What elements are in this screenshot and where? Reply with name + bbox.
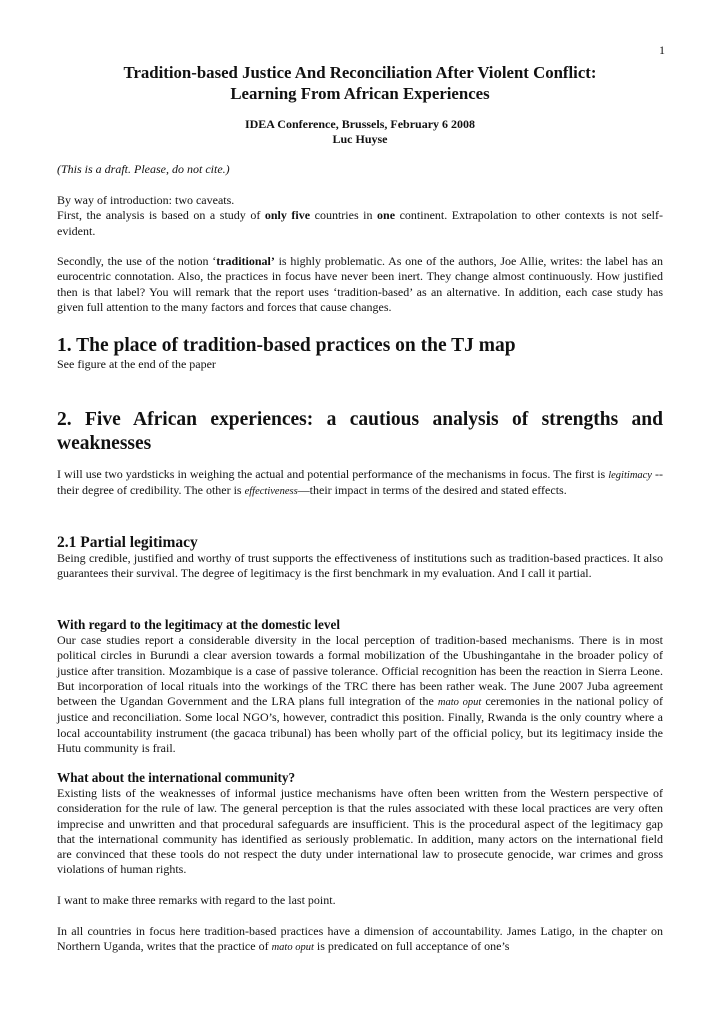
document-title — [57, 62, 663, 104]
domestic-legitimacy-heading: With regard to the legitimacy at the domestic level — [57, 617, 340, 632]
draft-note: (This is a draft. Please, do not cite.) — [57, 162, 230, 176]
domestic-legitimacy-paragraph: Our case studies report a considerable diversity in the local perception of tradition-based mechanisms. There is in most political circles in Burundi a clear aversion towards a formal mobilization of the Ubushingantahe in the broader policy of justice after transition. Mozambique is a case of passive tolerance. Official recognition has been the reaction in Sierra Leone. But incorporation of local rituals into the workings of the TRC there has been rather weak. The June 2007 Juba agreement between the Ugandan Government and the LRA plans full integration of the mato oput ceremonies in the national policy of justice and reconciliation. Some local NGO’s, however, contradict this position. Finally, Rwanda is the only country where a local accountability instrument (the gacaca tribunal) has been wholly part of the official policy, but its legitimacy inside the Hutu community is frail. — [57, 633, 663, 756]
section-1-heading: 1. The place of tradition-based practices on the TJ map — [57, 335, 516, 356]
international-paragraph-3: In all countries in focus here tradition-based practices have a dimension of accountability. James Latigo, in the chapter on Northern Uganda, writes that the practice of mato oput is predicated on full acceptance of one’s — [57, 924, 663, 954]
international-paragraph-2: I want to make three remarks with regard to the last point. — [57, 893, 336, 907]
section-1-subtext: See figure at the end of the paper — [57, 357, 216, 371]
international-heading: What about the international community? — [57, 770, 296, 785]
page-number: 1 — [659, 43, 665, 57]
intro-block — [57, 193, 663, 239]
intro-caveats-line: By way of introduction: two caveats. — [57, 193, 235, 207]
section-2-paragraph: I will use two yardsticks in weighing the actual and potential performance of the mechanisms in focus. The first is legitimacy -- their degree of credibility. The other is effectiveness—their impact in terms of the desired and stated effects. — [57, 467, 663, 498]
section-2-1-paragraph: Being credible, justified and worthy of trust supports the effectiveness of institutions such as tradition-based practices. It also guarantees their survival. The degree of legitimacy is the first benchmark in my evaluation. And I call it partial. — [57, 551, 663, 581]
author-name: Luc Huyse — [332, 132, 388, 146]
conference-line: IDEA Conference, Brussels, February 6 2008 — [244, 117, 476, 131]
title-line-1: Tradition-based Justice And Reconciliation After Violent Conflict: — [123, 63, 597, 82]
intro-paragraph-1: First, the analysis is based on a study of only five countries in one continent. Extrapolation to other contexts is not self-evident. — [57, 208, 664, 238]
section-2-heading: 2. Five African experiences: a cautious analysis of strengths and weaknesses — [57, 409, 663, 454]
title-line-2: Learning From African Experiences — [230, 84, 490, 103]
intro-paragraph-2: Secondly, the use of the notion ‘traditional’ is highly problematic. As one of the authors, Joe Allie, writes: the label has an eurocentric connotation. Also, the practices in focus have never been inert. They change almost continuously. How justified then is that label? You will remark that the report uses ‘tradition-based’ as an alternative. In addition, each case study has given full attention to the many factors and forces that cause changes. — [57, 254, 663, 314]
international-paragraph-1: Existing lists of the weaknesses of informal justice mechanisms have often been written from the Western perspective of consideration for the rule of law. The general perception is that the rules associated with these local practices are very often imprecise and unwritten and that procedural safeguards are insufficient. This is the procedural aspect of the legitimacy gap that the international community has identified as seriously problematic. In addition, many actors on the international field are convinced that these tools do not respect the duty under international law to prosecute genocide, war crimes and gross violations of human rights. — [57, 786, 663, 877]
conference-info — [57, 117, 663, 147]
section-2-1-heading: 2.1 Partial legitimacy — [57, 534, 198, 551]
